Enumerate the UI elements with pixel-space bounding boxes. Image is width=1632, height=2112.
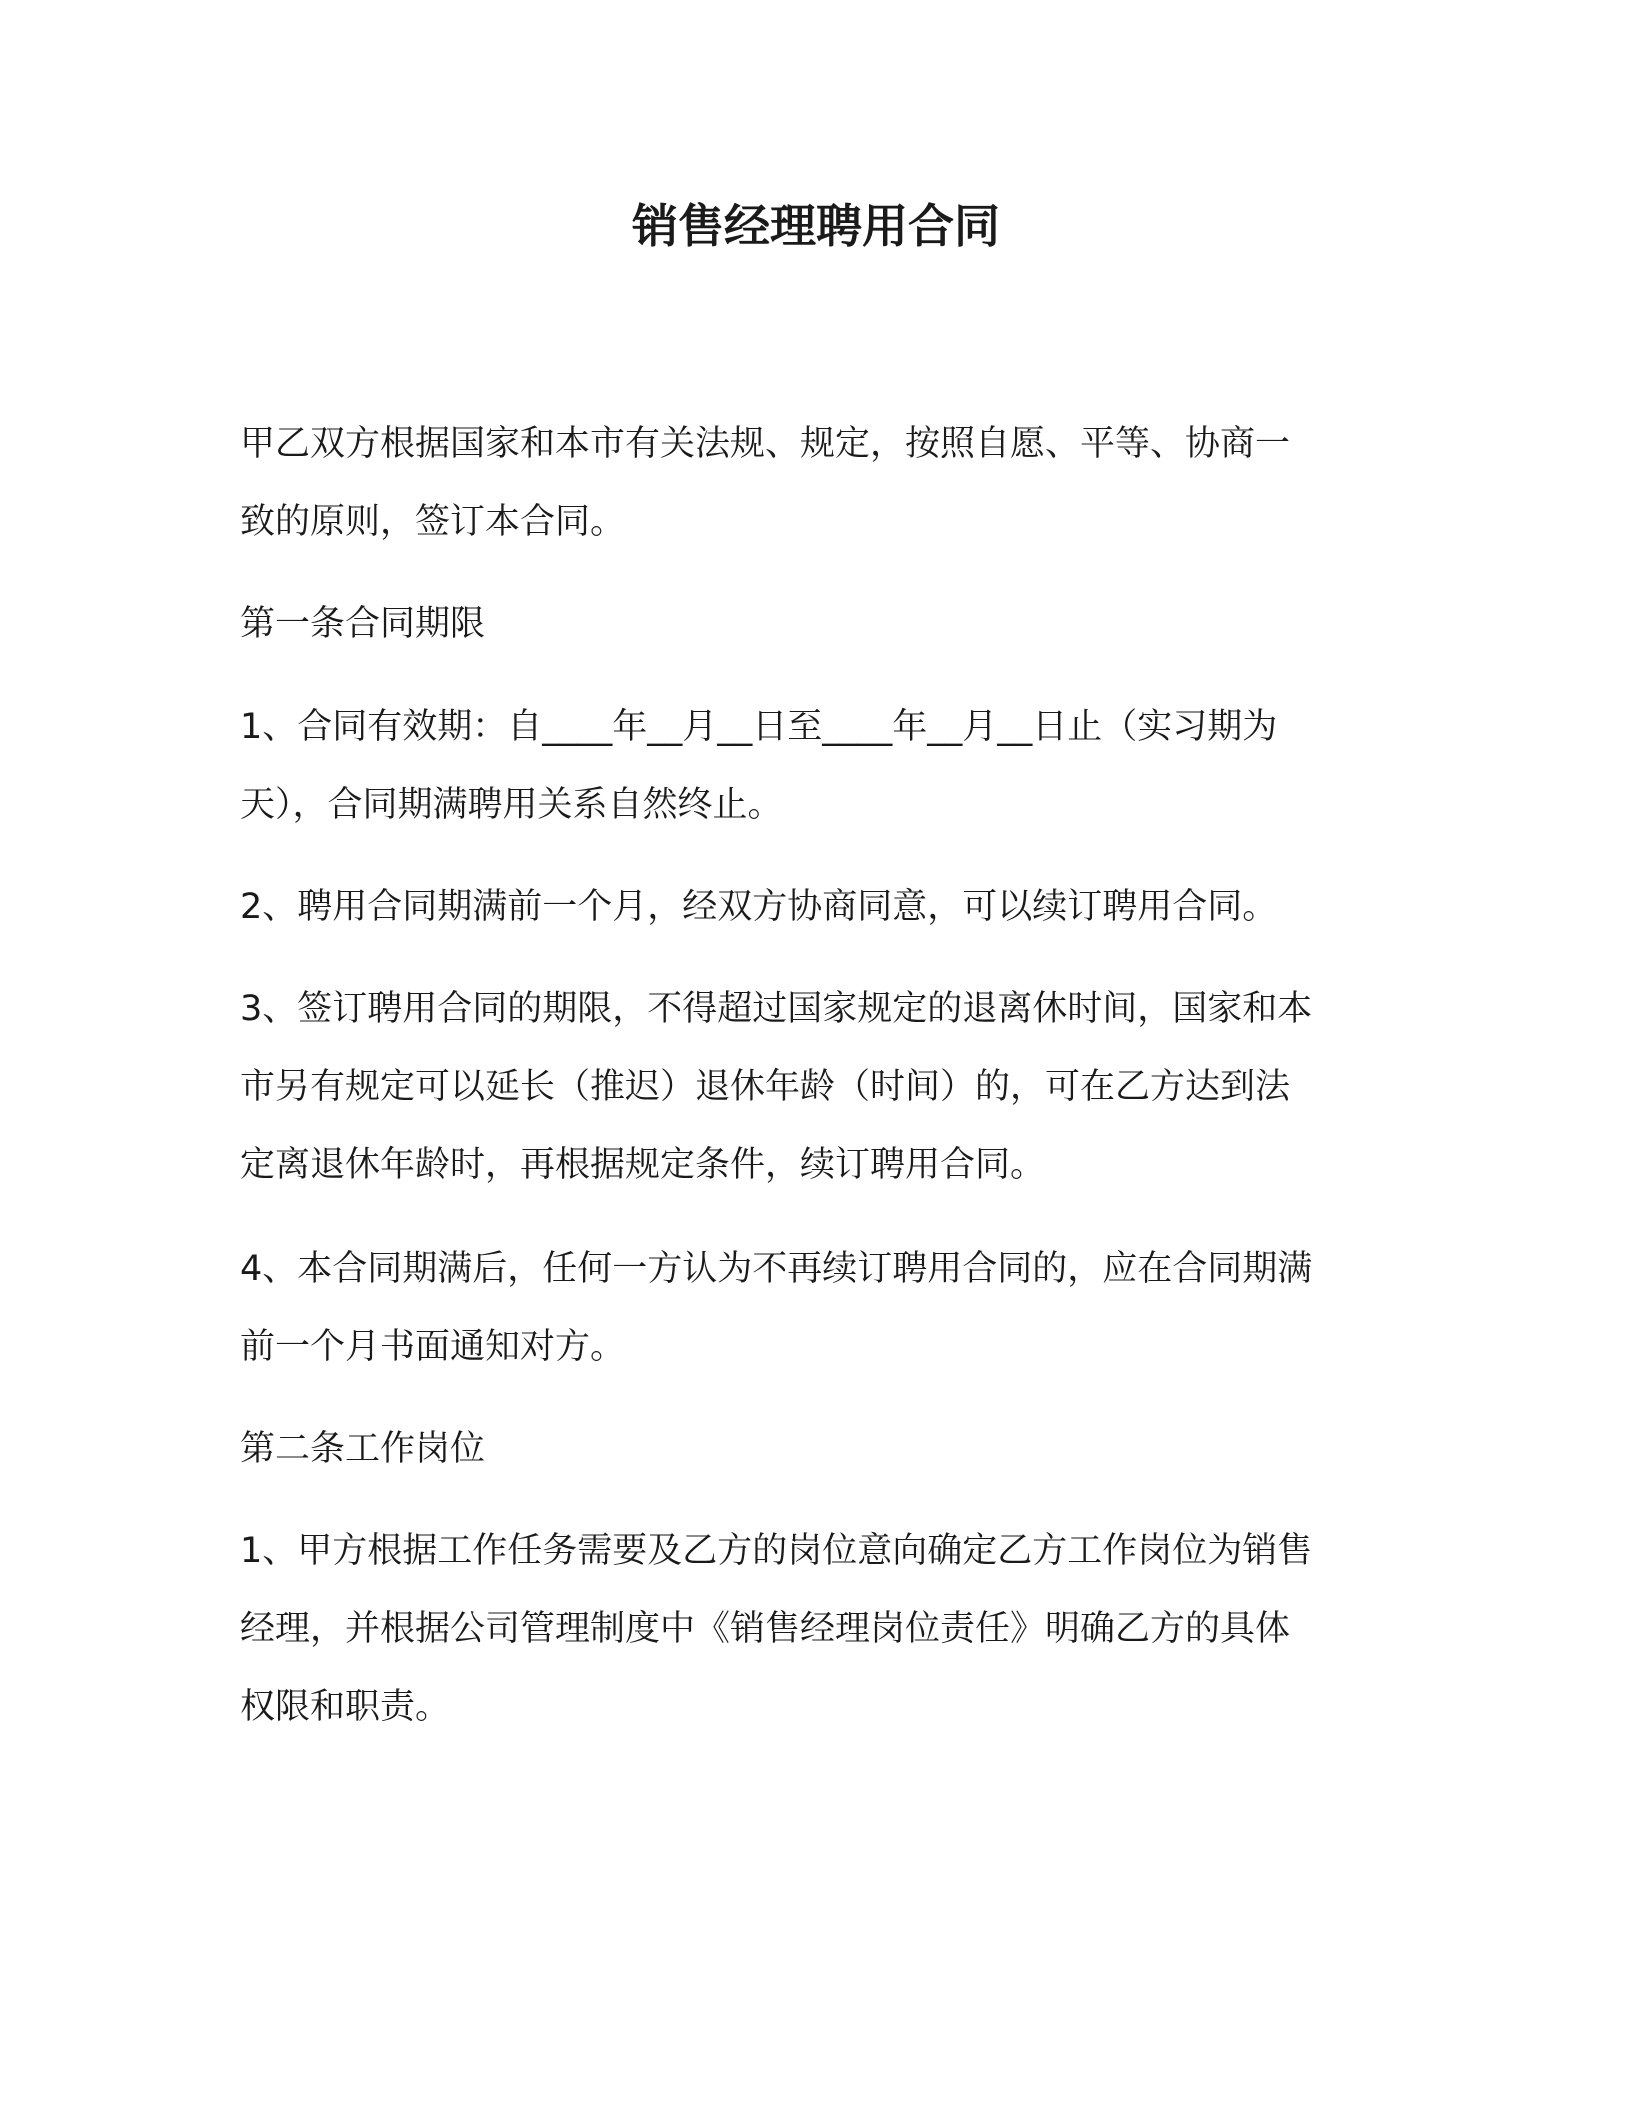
clause-line: 权限和职责。 bbox=[240, 1687, 451, 1727]
clause-line: 2、聘用合同期满前一个月，经双方协商同意，可以续订聘用合同。 bbox=[240, 887, 1278, 927]
document-title: 销售经理聘用合同 bbox=[632, 199, 1000, 253]
article1-heading bbox=[240, 585, 1392, 663]
clause-line: 1、甲方根据工作任务需要及乙方的岗位意向确定乙方工作岗位为销售 bbox=[240, 1531, 1313, 1571]
clause-line: 天），合同期满聘用关系自然终止。 bbox=[240, 785, 783, 825]
clause-line: 市另有规定可以延长（推迟）退休年龄（时间）的，可在乙方达到法 bbox=[240, 1067, 1291, 1107]
article1-clause1 bbox=[240, 688, 1392, 844]
clause-line: 定离退休年龄时，再根据规定条件，续订聘用合同。 bbox=[240, 1145, 1046, 1185]
article2-clause1 bbox=[240, 1512, 1392, 1746]
intro-line: 甲乙双方根据国家和本市有关法规、规定，按照自愿、平等、协商一 bbox=[240, 424, 1291, 464]
section-heading: 第二条工作岗位 bbox=[240, 1429, 486, 1469]
intro-line: 致的原则，签订本合同。 bbox=[240, 502, 626, 542]
clause-line: 经理，并根据公司管理制度中《销售经理岗位责任》明确乙方的具体 bbox=[240, 1609, 1291, 1649]
clause-line: 4、本合同期满后，任何一方认为不再续订聘用合同的，应在合同期满 bbox=[240, 1249, 1313, 1289]
article1-clause4 bbox=[240, 1230, 1392, 1386]
article2-heading bbox=[240, 1410, 1392, 1488]
intro-paragraph bbox=[240, 405, 1392, 561]
clause-line: 1、合同有效期：自____年__月__日至____年__月__日止（实习期为 bbox=[240, 707, 1278, 747]
article1-clause2 bbox=[240, 868, 1392, 946]
article1-clause3 bbox=[240, 970, 1392, 1204]
clause-line: 3、签订聘用合同的期限，不得超过国家规定的退离休时间，国家和本 bbox=[240, 989, 1313, 1029]
section-heading: 第一条合同期限 bbox=[240, 604, 486, 644]
clause-line: 前一个月书面通知对方。 bbox=[240, 1327, 626, 1367]
